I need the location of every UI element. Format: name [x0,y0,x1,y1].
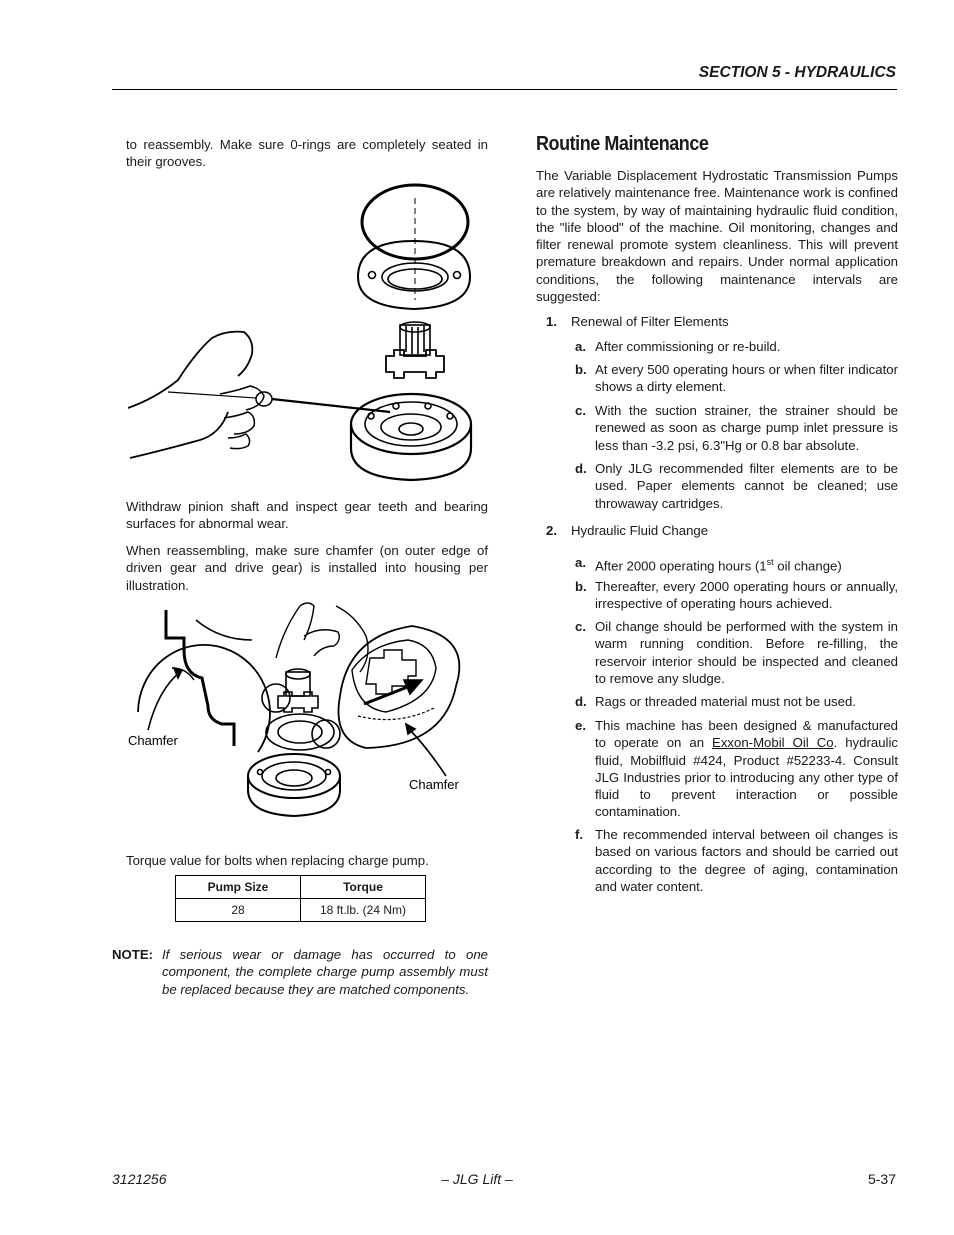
item1-sub-d-label: d. [575,461,587,476]
torque-intro: Torque value for bolts when replacing charge pump. [126,853,429,868]
item2-sub-d-text: Rags or threaded material must not be used. [595,694,856,709]
chamfer-figure [126,600,472,820]
chamfer-label-right: Chamfer [409,777,459,792]
item2-sub-c-label: c. [575,619,586,634]
item1-sub-b-text: At every 500 operating hours or when filter indicator shows a dirty element. [595,362,898,395]
table-header-pump-size: Pump Size [176,876,301,899]
footer-center: – JLG Lift – [441,1171,513,1187]
reassembling-paragraph: When reassembling, make sure chamfer (on outer edge of driven gear and drive gear) is installed into housing per illustration. [126,543,488,593]
exxon-mobil-link: Exxon-Mobil Oil Co [712,735,834,751]
note-text: If serious wear or damage has occurred to one component, the complete charge pump assembly must be replaced because they are matched components. [162,947,488,997]
table-header-torque: Torque [301,876,426,899]
item1-title: Renewal of Filter Elements [571,314,729,329]
item1-sub-b-label: b. [575,362,587,377]
item2-sub-d-label: d. [575,694,587,709]
item2-title: Hydraulic Fluid Change [571,523,709,538]
item2-number: 2. [546,523,557,538]
routine-maintenance-heading: Routine Maintenance [536,133,709,155]
chamfer-label-left: Chamfer [128,733,178,748]
item2-sub-a-text: After 2000 operating hours (1st oil change) [595,557,842,574]
section-header-title: SECTION 5 - HYDRAULICS [698,64,896,81]
item2-sub-f-label: f. [575,827,584,842]
table-header-row [176,876,426,899]
table-row [176,899,426,922]
header-rule [112,89,897,90]
footer-page-number: 5-37 [867,1171,896,1187]
item1-sub-c-text: With the suction strainer, the strainer should be renewed as soon as charge pump inlet pressure is less than -3.2 psi, 6.3"Hg or 0.8 bar absolute. [595,403,898,453]
item1-number: 1. [546,314,557,329]
item2-sub-b-label: b. [575,579,587,594]
item2-sub-b-text: Thereafter, every 2000 operating hours or annually, irrespective of operating hours achieved. [595,579,898,612]
withdraw-paragraph: Withdraw pinion shaft and inspect gear teeth and bearing surfaces for abnormal wear. [126,499,488,532]
item1-sub-a-text: After commissioning or re-build. [595,339,781,354]
table-cell-torque: 18 ft.lb. (24 Nm) [301,899,426,922]
torque-table [175,875,426,922]
item2-sub-e-label: e. [575,718,586,733]
item1-sub-c-label: c. [575,403,586,418]
item2-sub-a-label: a. [575,555,586,570]
note-label: NOTE: [112,947,154,962]
maintenance-intro: The Variable Displacement Hydrostatic Transmission Pumps are relatively maintenance free. Maintenance work is confined to the system, by way of maintaining hydraulic fluid condition, the "life blood" of the machine. Oil monitoring, changes and filter renewal promote system cleanliness. This will prevent premature breakdown and repairs. Under normal application conditions, the following maintenance intervals are suggested: [536,168,898,305]
item2-sub-e-text: This machine has been designed & manufactured to operate on an Exxon-Mobil Oil Co. hydraulic fluid, Mobilfluid #424, Product #52233-4. Consult JLG Industries prior to introducing any other type of fluid to prevent interaction or possible contamination. [595,718,898,820]
item2-sub-c-text: Oil change should be performed with the system in warm running condition. Before re-filling, the reservoir interior should be inspected and cleaned to remove any sludge. [595,619,898,686]
item2-sub-f-text: The recommended interval between oil changes is based on various factors and should be carried out according to the degree of aging, contamination and water content. [595,827,898,894]
footer-doc-number: 3121256 [112,1171,167,1187]
pump-disassembly-figure [128,180,490,482]
item1-sub-a-label: a. [575,339,586,354]
item1-sub-d-text: Only JLG recommended filter elements are to be used. Paper elements cannot be cleaned; use throwaway cartridges. [595,461,898,511]
intro-paragraph: to reassembly. Make sure 0-rings are completely seated in their grooves. [126,137,488,170]
table-cell-pump-size: 28 [176,899,301,922]
